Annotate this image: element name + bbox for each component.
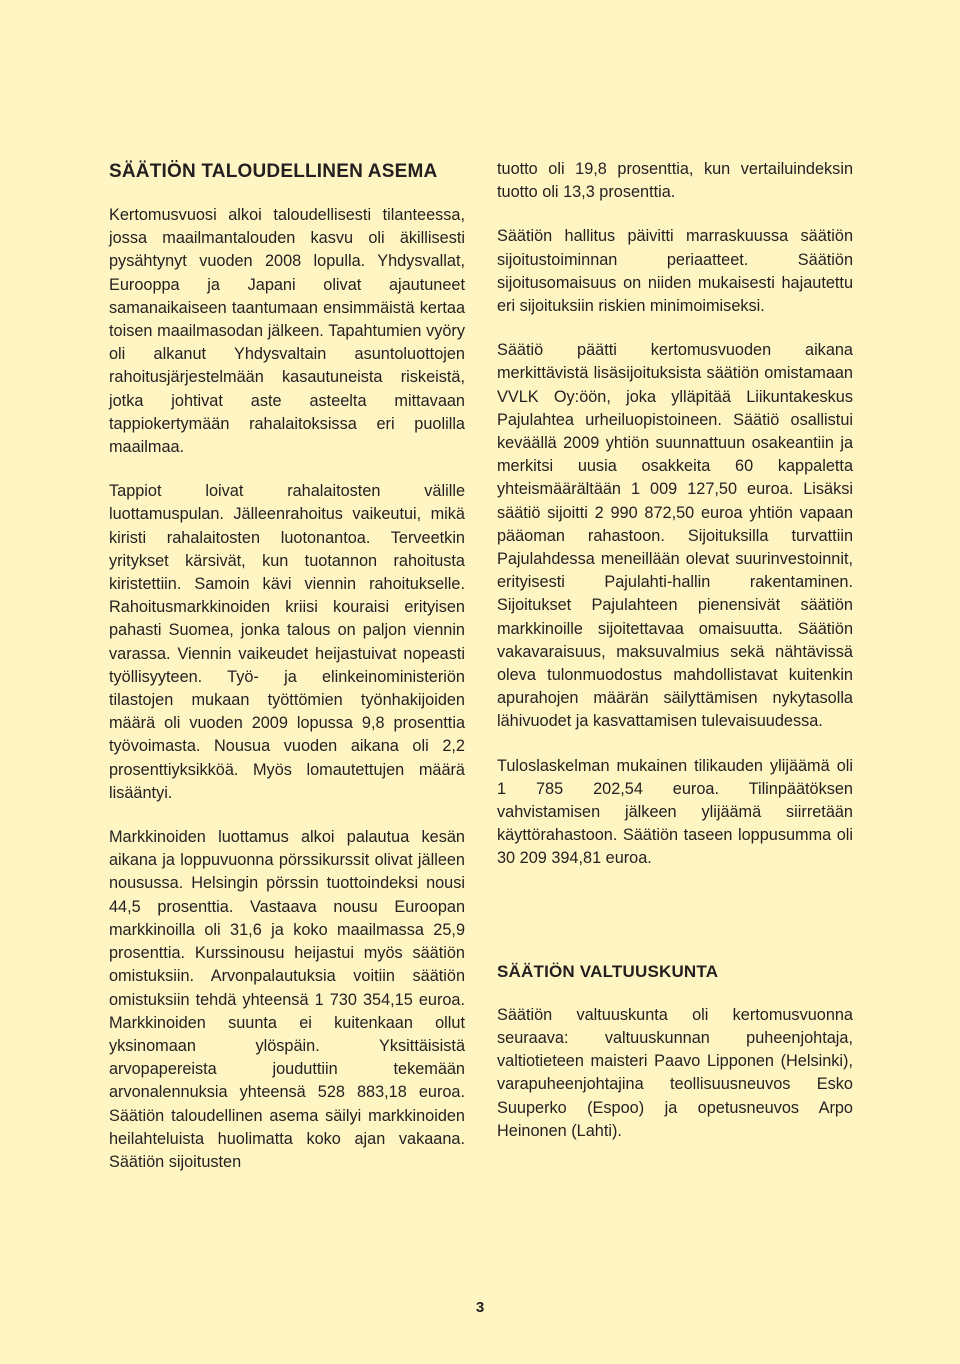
paragraph: Tuloslaskelman mukainen tilikauden ylijäämä oli 1 785 202,54 euroa. Tilinpäätöksen vahvistamisen jälkeen ylijäämä siirretään käyttörahastoon. Säätiön taseen loppusumma oli 30 209 394,81 euroa. [497,756,853,868]
section-spacer [497,892,853,958]
right-column [497,158,853,1164]
section-heading-valtuuskunta: SÄÄTIÖN VALTUUSKUNTA [497,961,719,981]
paragraph: Markkinoiden luottamus alkoi palautua kesän aikana ja loppuvuonna pörssikurssit olivat jälleen nousussa. Helsingin pörssin tuottoindeksi nousi 44,5 prosenttia. Vastaava nousu Euroopan markkinoilla oli 31,6 ja koko maailmassa 25,9 prosenttia. Kurssinousu heijastui myös säätiön omistuksiin. Arvonpalautuksia voitiin säätiön omistuksiin tehdä yhteensä 1 730 354,15 euroa. Markkinoiden suunta ei kuitenkaan ollut yksinomaan ylöspäin. Yksittäisistä arvopapereista jouduttiin tekemään arvonalennuksia yhteensä 528 883,18 euroa. Säätiön taloudellinen asema säilyi markkinoiden heilahteluista huolimatta koko ajan vakaana. Säätiön sijoitusten [109,828,465,1171]
paragraph: Tappiot loivat rahalaitosten välille luottamuspulan. Jälleenrahoitus vaikeutui, mikä kiristi rahalaitosten luotonantoa. Terveetkin yritykset kärsivät, kun tuotannon rahoitusta kiristettiin. Samoin kävi viennin rahoitukselle. Rahoitusmarkkinoiden kriisi kouraisi erityisen pahasti Suomea, jonka talous on paljon viennin varassa. Viennin vaikeudet heijastuivat nopeasti työllisyyteen. Työ- ja elinkeinoministeriön tilastojen mukaan työttömien työnhakijoiden määrä oli vuoden 2009 lopussa 9,8 prosenttia työvoimasta. Nousua vuoden aikana oli 2,2 prosenttiyksikköä. Myös lomautettujen määrä lisääntyi. [109,482,465,802]
left-column [109,158,465,1195]
paragraph: Kertomusvuosi alkoi taloudellisesti tilanteessa, jossa maailmantalouden kasvu oli äkillisesti pysähtynyt vuoden 2008 lopulla. Yhdysvallat, Eurooppa ja Japani olivat ajautuneet samanaikaiseen taantumaan ensimmäistä kertaa toisen maailmasodan jälkeen. Tapahtumien vyöry oli alkanut Yhdysvaltain asuntoluottojen rahoitusjärjestelmään kasautuneista riskeistä, jotka johtivat aste asteelta mittavaan tappiokertymään rahalaitoksissa eri puolilla maailmaa. [109,206,465,457]
section-heading-taloudellinen-asema: SÄÄTIÖN TALOUDELLINEN ASEMA [109,161,438,182]
paragraph: Säätiö päätti kertomusvuoden aikana merkittävistä lisäsijoituksista säätiön omistamaan VVLK Oy:öön, joka ylläpitää Liikuntakeskus Pajulahtea urheiluopistoineen. Säätiö osallistui keväällä 2009 yhtiön suunnattuun osakeantiin ja merkitsi uusia osakkeita 60 kappaletta yhteismäärältään 1 009 127,50 euroa. Lisäksi säätiö sijoitti 2 990 872,50 euroa yhtiön vapaan pääoman rahastoon. Sijoituksilla turvattiin Pajulahdessa meneillään olevat suurinvestoinnit, erityisesti Pajulahti-hallin rakentaminen. Sijoitukset Pajulahteen pienensivät säätiön markkinoille sijoitettavaa omaisuutta. Säätiön vakavaraisuus, maksuvalmius sekä nähtävissä oleva tulonmuodostus mahdollistavat kuitenkin apurahojen määrän säilyttämisen nykytasolla lähivuodet ja kasvattamisen tulevaisuudessa. [497,341,853,731]
paragraph: Säätiön hallitus päivitti marraskuussa säätiön sijoitustoiminnan periaatteet. Säätiön sijoitusomaisuus on niiden mukaisesti hajautettu eri sijoituksiin riskien minimoimiseksi. [497,227,853,316]
page-number: 3 [475,1299,485,1316]
paragraph: tuotto oli 19,8 prosenttia, kun vertailuindeksin tuotto oli 13,3 prosenttia. [497,160,853,202]
paragraph: Säätiön valtuuskunta oli kertomusvuonna seuraava: valtuuskunnan puheenjohtaja, valtiotieteen maisteri Paavo Lipponen (Helsinki), varapuheenjohtajina teollisuusneuvos Esko Suuperko (Espoo) ja opetusneuvos Arpo Heinonen (Lahti). [497,1005,853,1140]
